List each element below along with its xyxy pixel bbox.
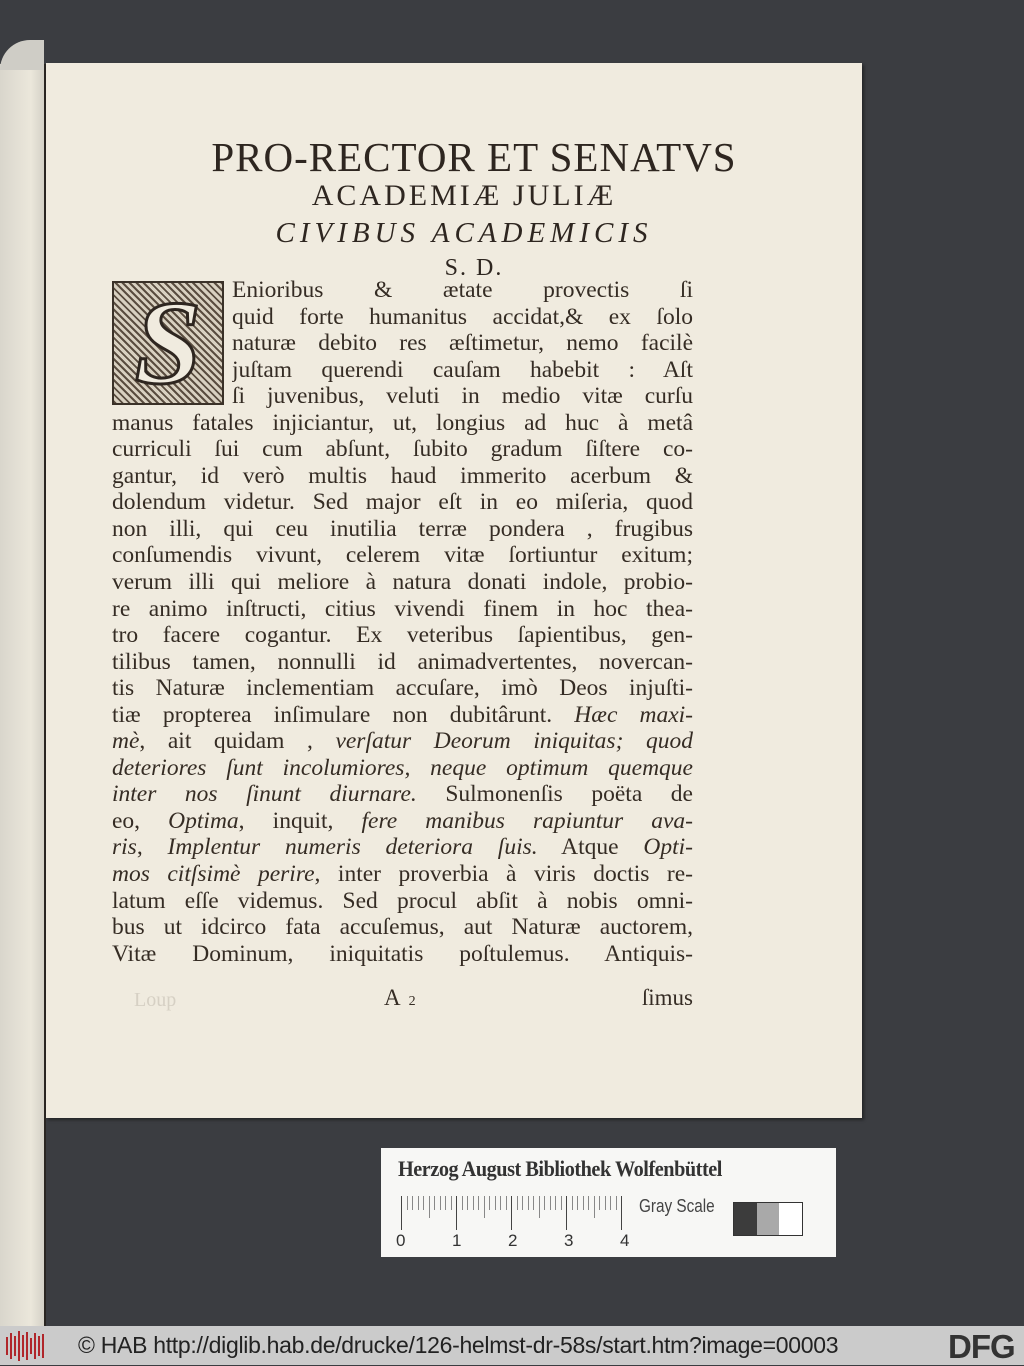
- text-segment: verum illi qui meliore à natura donati indole, probio-: [112, 569, 693, 596]
- text-line: [232, 383, 693, 410]
- bleed-through-text: Loup: [134, 989, 177, 1011]
- text-segment: , inquit,: [238, 807, 362, 834]
- text-segment: eo,: [112, 807, 169, 834]
- text-segment: Sulmonenſis poëta de: [416, 781, 693, 808]
- text-line: [112, 914, 693, 941]
- ruler-tick: [550, 1196, 551, 1210]
- text-segment: Enioribus & ætate provectis ſi: [232, 277, 693, 303]
- heading-line-3: CIVIBUS ACADEMICIS: [275, 217, 653, 249]
- italic-text: inter nos ſinunt diurnare.: [112, 781, 417, 808]
- text-line: [112, 410, 693, 437]
- text-line: [232, 277, 693, 304]
- gray-scale-swatches: [733, 1202, 803, 1236]
- text-line: [112, 834, 693, 861]
- text-segment: ſi juvenibus, veluti in medio vitæ curſu: [232, 383, 693, 410]
- ruler-tick: [544, 1196, 545, 1210]
- italic-text: fere manibus rapiuntur ava-: [361, 807, 693, 834]
- text-segment: curriculi ſui cum abſunt, ſubito gradum ſiſtere co-: [112, 436, 693, 463]
- italic-text: verſatur Deorum iniquitas; quod: [335, 728, 693, 755]
- ruler-tick: [445, 1196, 446, 1210]
- ruler-number: 4: [620, 1231, 630, 1250]
- text-line: [112, 808, 693, 835]
- italic-text: deteriores ſunt incolumiores, neque optimum quemque: [112, 754, 693, 781]
- heading-line-4: S. D.: [444, 255, 504, 281]
- text-line: [112, 516, 693, 543]
- text-segment: gantur, id verò multis haud immerito acerbum &: [112, 462, 693, 489]
- copyright-url[interactable]: © HAB http://diglib.hab.de/drucke/126-helmst-dr-58s/start.htm?image=00003: [78, 1332, 839, 1358]
- italic-text: ris: [112, 834, 137, 861]
- catchword: ſimus: [641, 985, 693, 1010]
- text-line: [112, 569, 693, 596]
- ruler-tick: [489, 1196, 490, 1210]
- ruler-tick: [418, 1196, 419, 1210]
- text-segment: Vitæ Dominum, iniquitatis poſtulemus. Antiquis-: [112, 940, 693, 967]
- ruler-number: 0: [396, 1231, 406, 1250]
- text-line: [112, 781, 693, 808]
- ruler-tick: [434, 1196, 435, 1210]
- heading-line-2: ACADEMIÆ JULIÆ: [311, 179, 617, 212]
- ruler-tick: [456, 1196, 457, 1230]
- text-segment: juſtam querendi cauſam habebit : Aſt: [232, 356, 693, 383]
- ruler-tick: [473, 1196, 474, 1210]
- text-segment: quid forte humanitus accidat,& ex ſolo: [232, 303, 693, 330]
- text-segment: ,: [136, 834, 168, 861]
- ruler-tick: [401, 1196, 402, 1230]
- text-line: [112, 861, 693, 888]
- italic-text: Implentur numeris deteriora ſuis.: [167, 834, 538, 861]
- text-line: [112, 463, 693, 490]
- library-scale-card: [381, 1148, 836, 1257]
- ruler-number: 2: [508, 1231, 518, 1250]
- text-line: [232, 330, 693, 357]
- text-segment: naturæ debito res æſtimetur, nemo facilè: [232, 330, 693, 357]
- ruler-tick: [533, 1196, 534, 1210]
- text-segment: dolendum videtur. Sed major eſt in eo miſeria, quod: [112, 489, 693, 516]
- text-line: [112, 755, 693, 782]
- text-segment: manus fatales injiciantur, ut, longius ad huc à metâ: [112, 409, 693, 436]
- body-text: [112, 277, 693, 967]
- signature-letter: A: [384, 985, 401, 1010]
- text-segment: non illi, qui ceu inutilia terræ pondera , frugibus: [112, 515, 693, 542]
- text-line: [112, 436, 693, 463]
- gray-swatch: [779, 1203, 802, 1235]
- text-segment: , ait quidam ,: [139, 728, 336, 755]
- ruler-tick: [610, 1196, 611, 1210]
- ruler-tick: [429, 1196, 430, 1218]
- ruler-tick: [511, 1196, 512, 1230]
- document-page: [46, 63, 862, 1118]
- text-line: [112, 675, 693, 702]
- ruler-tick: [621, 1196, 622, 1230]
- ruler-tick: [506, 1196, 507, 1210]
- italic-text: mè: [112, 728, 140, 755]
- text-segment: bus ut idcirco fata accuſemus, aut Naturæ auctorem,: [112, 914, 693, 941]
- ruler-tick: [500, 1196, 501, 1210]
- ruler: [401, 1196, 623, 1232]
- ruler-tick: [467, 1196, 468, 1210]
- ruler-tick: [588, 1196, 589, 1210]
- signature-mark: [384, 985, 416, 1011]
- text-line: [112, 489, 693, 516]
- previous-page-edge: [0, 64, 44, 1326]
- dfg-logo: DFG: [948, 1328, 1015, 1365]
- page-footer-line: [112, 985, 693, 1013]
- text-line: [112, 941, 693, 968]
- ruler-tick: [522, 1196, 523, 1210]
- ruler-tick: [561, 1196, 562, 1210]
- ruler-tick: [539, 1196, 540, 1218]
- ruler-tick: [412, 1196, 413, 1210]
- italic-text: mos citſsimè perire: [112, 861, 315, 888]
- text-line: [112, 596, 693, 623]
- ruler-tick: [528, 1196, 529, 1210]
- library-name: Herzog August Bibliothek Wolfenbüttel: [398, 1156, 722, 1181]
- hab-logo-icon: [6, 1331, 46, 1361]
- ruler-tick: [440, 1196, 441, 1210]
- ruler-tick: [517, 1196, 518, 1210]
- gray-swatch: [757, 1203, 780, 1235]
- ruler-tick: [605, 1196, 606, 1210]
- text-line: [112, 542, 693, 569]
- ruler-tick: [577, 1196, 578, 1210]
- ruler-tick: [616, 1196, 617, 1210]
- text-segment: , inter proverbia à viris doctis re-: [314, 861, 693, 888]
- ruler-tick: [583, 1196, 584, 1210]
- ruler-tick: [594, 1196, 595, 1218]
- italic-text: Opti-: [643, 834, 693, 861]
- signature-number: 2: [408, 994, 416, 1009]
- text-line: [232, 357, 693, 384]
- gray-swatch: [734, 1203, 757, 1235]
- text-segment: tilibus tamen, nonnulli id animadvertentes, novercan-: [112, 648, 693, 675]
- ruler-tick: [484, 1196, 485, 1218]
- footer-bar: [0, 1326, 1024, 1365]
- text-segment: Atque: [537, 834, 644, 861]
- text-segment: re animo inſtructi, citius vivendi finem in hoc thea-: [112, 595, 693, 622]
- text-line: [112, 888, 693, 915]
- text-segment: tis Naturæ inclementiam accuſare, imò Deos injuſti-: [112, 675, 693, 702]
- text-line: [112, 622, 693, 649]
- heading-line-1: PRO-RECTOR ET SENATVS: [211, 134, 737, 180]
- ruler-tick: [599, 1196, 600, 1210]
- text-segment: conſumendis vivunt, celerem vitæ ſortiuntur exitum;: [112, 542, 693, 569]
- italic-text: Optima: [168, 807, 239, 834]
- ruler-tick: [572, 1196, 573, 1210]
- text-segment: latum eſſe videmus. Sed procul abſit à nobis omni-: [112, 887, 693, 914]
- text-line: [232, 304, 693, 331]
- italic-text: Hæc maxi-: [574, 701, 693, 728]
- text-line: [112, 649, 693, 676]
- ruler-tick: [495, 1196, 496, 1210]
- ruler-tick: [478, 1196, 479, 1210]
- ruler-tick: [423, 1196, 424, 1210]
- text-line: [112, 702, 693, 729]
- ruler-tick: [462, 1196, 463, 1210]
- ruler-number: 3: [564, 1231, 574, 1250]
- text-segment: tiæ propterea inſimulare non dubitârunt.: [112, 701, 575, 728]
- ruler-tick: [566, 1196, 567, 1230]
- ruler-tick: [451, 1196, 452, 1210]
- drop-cap-letter: S: [134, 276, 202, 409]
- ruler-tick: [555, 1196, 556, 1210]
- ruler-number: 1: [452, 1231, 462, 1250]
- gray-scale-label: Gray Scale: [639, 1196, 715, 1216]
- text-segment: tro facere cogantur. Ex veteribus ſapientibus, gen-: [112, 622, 693, 649]
- ruler-tick: [407, 1196, 408, 1210]
- text-line: [112, 728, 693, 755]
